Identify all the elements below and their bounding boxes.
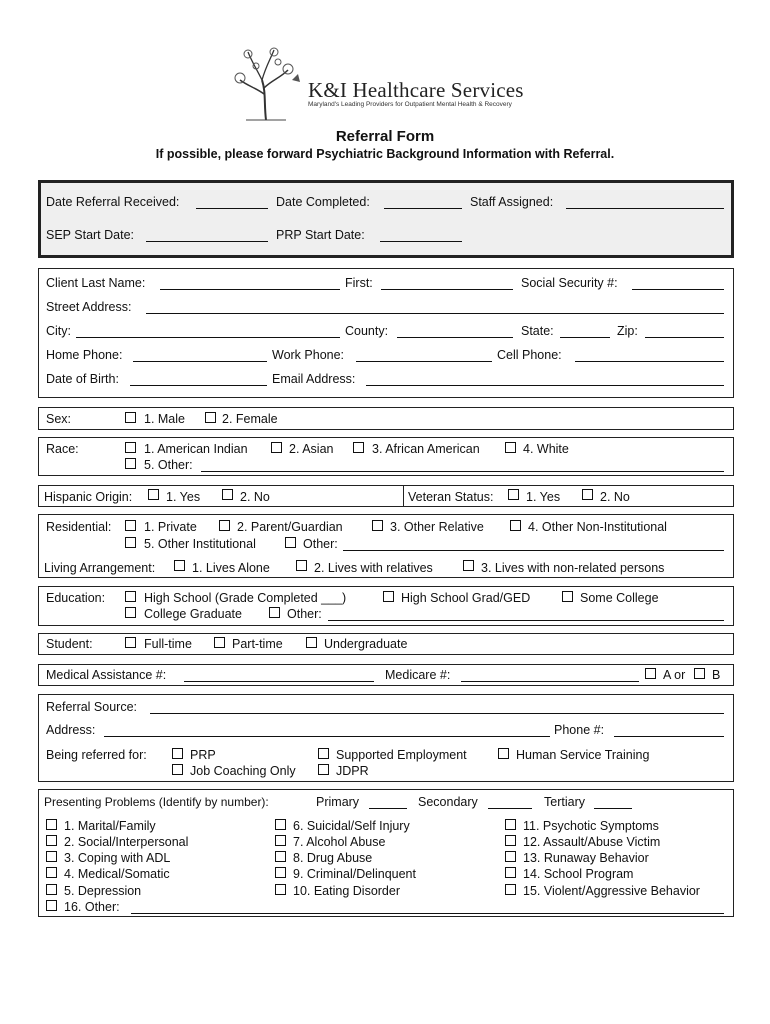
email-field[interactable] — [366, 385, 724, 386]
problem-11-label: 11. Psychotic Symptoms — [523, 819, 659, 833]
education-other-label: Other: — [287, 607, 322, 621]
hispanic-no-checkbox[interactable] — [222, 489, 233, 500]
student-label: Student: — [46, 637, 93, 651]
street-label: Street Address: — [46, 300, 132, 314]
problem-3-checkbox[interactable] — [46, 851, 57, 862]
email-label: Email Address: — [272, 372, 356, 386]
county-field[interactable] — [397, 337, 513, 338]
problem-10-label: 10. Eating Disorder — [293, 884, 401, 898]
ssn-field[interactable] — [632, 289, 724, 290]
dob-field[interactable] — [130, 385, 267, 386]
city-field[interactable] — [76, 337, 340, 338]
medical-assistance-field[interactable] — [184, 681, 374, 682]
page-subtitle: If possible, please forward Psychiatric Background Information with Referral. — [155, 147, 615, 161]
ssn-label: Social Security #: — [521, 276, 618, 290]
dob-label: Date of Birth: — [46, 372, 119, 386]
referred-jdpr-checkbox[interactable] — [318, 764, 329, 775]
referred-job-checkbox[interactable] — [172, 764, 183, 775]
referred-job-label: Job Coaching Only — [190, 764, 296, 778]
hispanic-label: Hispanic Origin: — [44, 490, 133, 504]
problem-3-label: 3. Coping with ADL — [64, 851, 171, 865]
veteran-no-label: 2. No — [600, 490, 630, 504]
first-name-field[interactable] — [381, 289, 513, 290]
living-relatives-checkbox[interactable] — [296, 560, 307, 571]
race-label: Race: — [46, 442, 79, 456]
problem-10-checkbox[interactable] — [275, 884, 286, 895]
medical-assistance-label: Medical Assistance #: — [46, 668, 167, 682]
problem-2-label: 2. Social/Interpersonal — [64, 835, 189, 849]
living-nonrelated-checkbox[interactable] — [463, 560, 474, 571]
referred-prp-checkbox[interactable] — [172, 748, 183, 759]
residential-private-checkbox[interactable] — [125, 520, 136, 531]
problem-16-field[interactable] — [131, 913, 724, 914]
race-american-indian-checkbox[interactable] — [125, 442, 136, 453]
referred-prp-label: PRP — [190, 748, 216, 762]
sep-start-field[interactable] — [146, 241, 268, 242]
living-nonrelated-label: 3. Lives with non-related persons — [481, 561, 665, 575]
race-white-checkbox[interactable] — [505, 442, 516, 453]
referral-source-field[interactable] — [150, 713, 724, 714]
referred-hst-checkbox[interactable] — [498, 748, 509, 759]
page-title: Referral Form — [335, 128, 435, 145]
residential-other-label: Other: — [303, 537, 338, 551]
hispanic-yes-checkbox[interactable] — [148, 489, 159, 500]
medicare-a-label: A or — [663, 668, 686, 682]
education-ged-checkbox[interactable] — [383, 591, 394, 602]
medicare-label: Medicare #: — [385, 668, 451, 682]
student-undergrad-label: Undergraduate — [324, 637, 408, 651]
residential-parent-checkbox[interactable] — [219, 520, 230, 531]
problem-8-label: 8. Drug Abuse — [293, 851, 373, 865]
first-name-label: First: — [345, 276, 373, 290]
date-received-field[interactable] — [196, 208, 268, 209]
cell-phone-field[interactable] — [575, 361, 724, 362]
race-american-indian-label: 1. American Indian — [144, 442, 248, 456]
problem-6-checkbox[interactable] — [275, 819, 286, 830]
residential-relative-checkbox[interactable] — [372, 520, 383, 531]
problem-5-checkbox[interactable] — [46, 884, 57, 895]
problem-12-label: 12. Assault/Abuse Victim — [523, 835, 661, 849]
medicare-field[interactable] — [461, 681, 639, 682]
referred-hst-label: Human Service Training — [516, 748, 650, 762]
sep-start-label: SEP Start Date: — [46, 228, 135, 242]
staff-assigned-field[interactable] — [566, 208, 724, 209]
work-phone-field[interactable] — [356, 361, 492, 362]
residential-institutional-checkbox[interactable] — [125, 537, 136, 548]
tree-logo-icon — [226, 44, 306, 122]
education-hs-checkbox[interactable] — [125, 591, 136, 602]
problem-5-label: 5. Depression — [64, 884, 142, 898]
education-label: Education: — [46, 591, 106, 605]
medicare-b-label: B — [712, 668, 721, 682]
residential-noninst-checkbox[interactable] — [510, 520, 521, 531]
referred-supported-checkbox[interactable] — [318, 748, 329, 759]
education-some-college-checkbox[interactable] — [562, 591, 573, 602]
race-asian-label: 2. Asian — [289, 442, 334, 456]
logo — [226, 44, 566, 122]
residential-relative-label: 3. Other Relative — [390, 520, 484, 534]
problem-15-label: 15. Violent/Aggressive Behavior — [523, 884, 700, 898]
state-label: State: — [521, 324, 554, 338]
problem-1-label: 1. Marital/Family — [64, 819, 156, 833]
race-other-field[interactable] — [201, 471, 724, 472]
student-fulltime-checkbox[interactable] — [125, 637, 136, 648]
veteran-yes-label: 1. Yes — [526, 490, 561, 504]
education-other-field[interactable] — [328, 620, 724, 621]
problem-14-label: 14. School Program — [523, 867, 634, 881]
living-alone-checkbox[interactable] — [174, 560, 185, 571]
problem-9-checkbox[interactable] — [275, 867, 286, 878]
sex-female-checkbox[interactable] — [205, 412, 216, 423]
medicare-a-checkbox[interactable] — [645, 668, 656, 679]
race-african-american-checkbox[interactable] — [353, 442, 364, 453]
org-name: K&I Healthcare Services — [308, 78, 524, 102]
date-completed-field[interactable] — [384, 208, 462, 209]
residential-noninst-label: 4. Other Non-Institutional — [528, 520, 667, 534]
primary-label: Primary — [316, 795, 360, 809]
problem-13-label: 13. Runaway Behavior — [523, 851, 649, 865]
referral-phone-field[interactable] — [614, 736, 724, 737]
prp-start-field[interactable] — [380, 241, 462, 242]
race-african-american-label: 3. African American — [372, 442, 480, 456]
referred-jdpr-label: JDPR — [336, 764, 369, 778]
work-phone-label: Work Phone: — [272, 348, 345, 362]
veteran-yes-checkbox[interactable] — [508, 489, 519, 500]
residential-private-label: 1. Private — [144, 520, 197, 534]
problem-7-label: 7. Alcohol Abuse — [293, 835, 386, 849]
problem-2-checkbox[interactable] — [46, 835, 57, 846]
student-parttime-checkbox[interactable] — [214, 637, 225, 648]
residential-institutional-label: 5. Other Institutional — [144, 537, 256, 551]
city-label: City: — [46, 324, 71, 338]
problem-6-label: 6. Suicidal/Self Injury — [293, 819, 410, 833]
state-field[interactable] — [560, 337, 610, 338]
student-parttime-label: Part-time — [232, 637, 283, 651]
problem-9-label: 9. Criminal/Delinquent — [293, 867, 416, 881]
street-field[interactable] — [146, 313, 724, 314]
race-other-label: 5. Other: — [144, 458, 193, 472]
org-tagline: Maryland's Leading Providers for Outpatient Mental Health & Recovery — [308, 101, 512, 108]
client-last-name-label: Client Last Name: — [46, 276, 146, 290]
presenting-problems-heading: Presenting Problems (Identify by number): — [44, 795, 269, 809]
problem-7-checkbox[interactable] — [275, 835, 286, 846]
hispanic-veteran-divider — [403, 485, 404, 507]
hispanic-yes-label: 1. Yes — [166, 490, 201, 504]
zip-field[interactable] — [645, 337, 724, 338]
date-completed-label: Date Completed: — [276, 195, 370, 209]
primary-field[interactable] — [369, 808, 407, 809]
referred-for-label: Being referred for: — [46, 748, 147, 762]
referred-supported-label: Supported Employment — [336, 748, 467, 762]
prp-start-label: PRP Start Date: — [276, 228, 365, 242]
living-relatives-label: 2. Lives with relatives — [314, 561, 433, 575]
medicare-b-checkbox[interactable] — [694, 668, 705, 679]
residential-other-checkbox[interactable] — [285, 537, 296, 548]
sex-female-label: 2. Female — [222, 412, 278, 426]
problem-16-checkbox[interactable] — [46, 900, 57, 911]
sex-male-label: 1. Male — [144, 412, 185, 426]
referral-source-label: Referral Source: — [46, 700, 138, 714]
office-use-box — [38, 180, 734, 258]
veteran-no-checkbox[interactable] — [582, 489, 593, 500]
staff-assigned-label: Staff Assigned: — [470, 195, 554, 209]
sex-label: Sex: — [46, 412, 72, 426]
tertiary-field[interactable] — [594, 808, 632, 809]
client-last-name-field[interactable] — [160, 289, 340, 290]
home-phone-label: Home Phone: — [46, 348, 123, 362]
problem-12-checkbox[interactable] — [505, 835, 516, 846]
secondary-label: Secondary — [418, 795, 478, 809]
home-phone-field[interactable] — [133, 361, 267, 362]
race-asian-checkbox[interactable] — [271, 442, 282, 453]
cell-phone-label: Cell Phone: — [497, 348, 562, 362]
problem-8-checkbox[interactable] — [275, 851, 286, 862]
sex-male-checkbox[interactable] — [125, 412, 136, 423]
problem-15-checkbox[interactable] — [505, 884, 516, 895]
date-received-label: Date Referral Received: — [46, 195, 180, 209]
problem-11-checkbox[interactable] — [505, 819, 516, 830]
race-other-checkbox[interactable] — [125, 458, 136, 469]
zip-label: Zip: — [617, 324, 638, 338]
student-undergrad-checkbox[interactable] — [306, 637, 317, 648]
living-arrangement-label: Living Arrangement: — [44, 561, 156, 575]
veteran-label: Veteran Status: — [408, 490, 494, 504]
education-hs-label: High School (Grade Completed ___) — [144, 591, 347, 605]
problem-1-checkbox[interactable] — [46, 819, 57, 830]
student-fulltime-label: Full-time — [144, 637, 192, 651]
sex-box — [38, 407, 734, 430]
race-white-label: 4. White — [523, 442, 569, 456]
education-ged-label: High School Grad/GED — [401, 591, 531, 605]
residential-other-field[interactable] — [343, 550, 724, 551]
referral-address-label: Address: — [46, 723, 96, 737]
referral-phone-label: Phone #: — [554, 723, 605, 737]
referral-box — [38, 694, 734, 782]
education-some-college-label: Some College — [580, 591, 659, 605]
secondary-field[interactable] — [488, 808, 532, 809]
problem-13-checkbox[interactable] — [505, 851, 516, 862]
problem-4-label: 4. Medical/Somatic — [64, 867, 170, 881]
referral-address-field[interactable] — [104, 736, 550, 737]
education-other-checkbox[interactable] — [269, 607, 280, 618]
tertiary-label: Tertiary — [544, 795, 585, 809]
problem-4-checkbox[interactable] — [46, 867, 57, 878]
county-label: County: — [345, 324, 389, 338]
problem-16-label: 16. Other: — [64, 900, 120, 914]
education-college-grad-label: College Graduate — [144, 607, 242, 621]
residential-label: Residential: — [46, 520, 112, 534]
hispanic-no-label: 2. No — [240, 490, 270, 504]
residential-parent-label: 2. Parent/Guardian — [237, 520, 343, 534]
living-alone-label: 1. Lives Alone — [192, 561, 270, 575]
education-college-grad-checkbox[interactable] — [125, 607, 136, 618]
problem-14-checkbox[interactable] — [505, 867, 516, 878]
